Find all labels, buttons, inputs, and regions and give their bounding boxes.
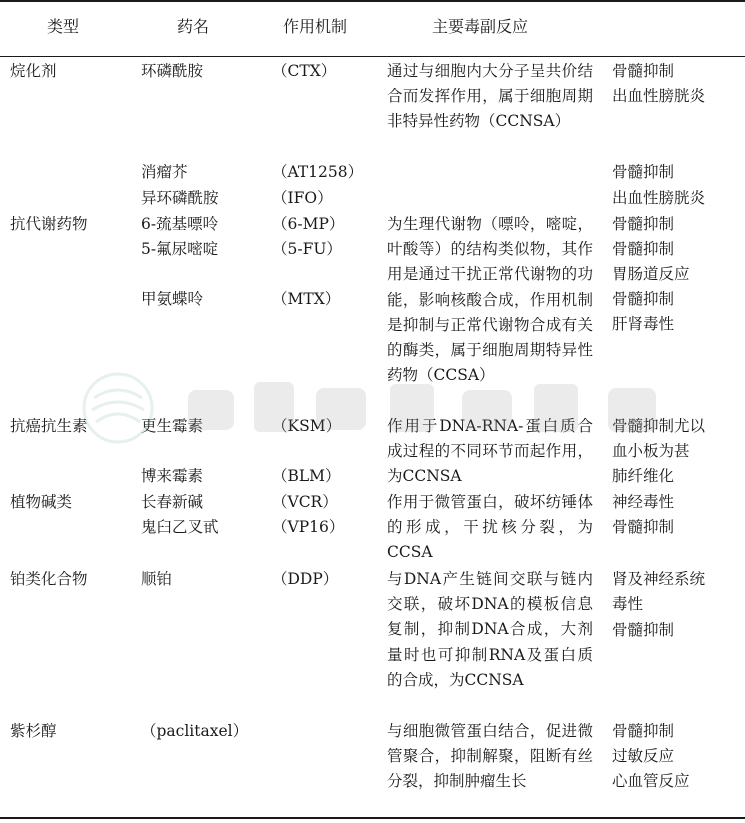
- drug-toxicity: 骨髓抑制: [612, 163, 675, 181]
- header-drug-name: 药名: [177, 17, 210, 36]
- drug-toxicity: 肾及神经系统: [612, 570, 706, 588]
- drug-name: 异环磷酰胺: [141, 189, 219, 207]
- drug-name: 鬼臼乙叉甙: [141, 518, 219, 536]
- drug-toxicity: 骨髓抑制尤以: [612, 417, 706, 435]
- drug-mechanism: 作用于DNA-RNA-蛋白质合成过程的不同环节而起作用，为CCNSA: [387, 417, 593, 486]
- drug-name: 消瘤芥: [141, 163, 188, 181]
- drug-toxicity: 神经毒性: [612, 493, 675, 511]
- drug-type: 烷化剂: [10, 62, 57, 80]
- drug-toxicity: 骨髓抑制: [612, 518, 675, 536]
- drug-mechanism: 与DNA产生链间交联与链内交联，破坏DNA的模板信息复制，抑制DNA合成，大剂量时也可抑制RNA及蛋白质的合成，为CCNSA: [387, 570, 593, 689]
- drug-type: 抗癌抗生素: [10, 417, 88, 435]
- drug-name: 甲氨蝶呤: [141, 290, 204, 308]
- drug-abbr: （VCR）: [272, 493, 338, 511]
- drug-toxicity: 骨髓抑制: [612, 722, 675, 740]
- drug-toxicity: 出血性膀胱炎: [612, 189, 706, 207]
- drug-toxicity: 胃肠道反应: [612, 265, 690, 283]
- drug-name: 顺铂: [141, 570, 173, 588]
- header-type: 类型: [47, 17, 80, 36]
- drug-toxicity: 肺纤维化: [612, 467, 675, 485]
- drug-toxicity: 骨髓抑制: [612, 215, 675, 233]
- drug-mechanism: 为生理代谢物（嘌呤，嘧啶，叶酸等）的结构类似物，其作用是通过干扰正常代谢物的功能，影响核酸合成，作用机制是抑制与正常代谢物合成有关的酶类，属于细胞周期特异性药物（CCSA）: [387, 215, 593, 385]
- drug-type: 铂类化合物: [10, 570, 88, 588]
- drug-toxicity: 肝肾毒性: [612, 315, 675, 333]
- header-toxicity: 主要毒副反应: [432, 17, 529, 36]
- drug-toxicity: 血小板为甚: [612, 442, 690, 460]
- drug-name: 博来霉素: [141, 467, 204, 485]
- drug-mechanism: 作用于微管蛋白，破坏纺锤体的形成，干扰核分裂，为CCSA: [387, 493, 593, 562]
- drug-abbr: （KSM）: [272, 417, 342, 435]
- drug-toxicity: 过敏反应: [612, 747, 675, 765]
- header-mechanism: 作用机制: [283, 17, 348, 36]
- drug-abbr: （DDP）: [272, 570, 339, 588]
- table-bottom-rule: [0, 817, 745, 819]
- table-top-rule: [0, 0, 745, 2]
- header-rule: [0, 56, 745, 57]
- drug-toxicity: 出血性膀胱炎: [612, 87, 706, 105]
- drug-name: 5-氟尿嘧啶: [141, 240, 219, 258]
- drug-type: 紫杉醇: [10, 722, 57, 740]
- drug-abbr: （IFO）: [272, 189, 333, 207]
- drug-type: 抗代谢药物: [10, 215, 88, 233]
- drug-abbr: （BLM）: [272, 467, 341, 485]
- drug-abbr: （5-FU）: [272, 240, 342, 258]
- drug-toxicity: 骨髓抑制: [612, 240, 675, 258]
- drug-name: 更生霉素: [141, 417, 204, 435]
- drug-name: （paclitaxel）: [141, 722, 249, 740]
- drug-mechanism: 与细胞微管蛋白结合，促进微管聚合，抑制解聚，阻断有丝分裂，抑制肿瘤生长: [387, 722, 593, 791]
- drug-name: 6-巯基嘌呤: [141, 215, 219, 233]
- drug-toxicity: 骨髓抑制: [612, 290, 675, 308]
- drug-toxicity: 骨髓抑制: [612, 621, 675, 639]
- drug-abbr: （AT1258）: [272, 163, 364, 181]
- drug-toxicity: 骨髓抑制: [612, 62, 675, 80]
- drug-toxicity: 毒性: [612, 595, 644, 613]
- drug-name: 长春新碱: [141, 493, 204, 511]
- drug-type: 植物碱类: [10, 493, 73, 511]
- drug-name: 环磷酰胺: [141, 62, 204, 80]
- drug-toxicity: 心血管反应: [612, 772, 690, 790]
- drug-abbr: （CTX）: [272, 62, 337, 80]
- drug-abbr: （6-MP）: [272, 215, 345, 233]
- drug-abbr: （MTX）: [272, 290, 341, 308]
- drug-mechanism: 通过与细胞内大分子呈共价结合而发挥作用，属于细胞周期非特异性药物（CCNSA）: [387, 62, 593, 131]
- drug-abbr: （VP16）: [272, 518, 345, 536]
